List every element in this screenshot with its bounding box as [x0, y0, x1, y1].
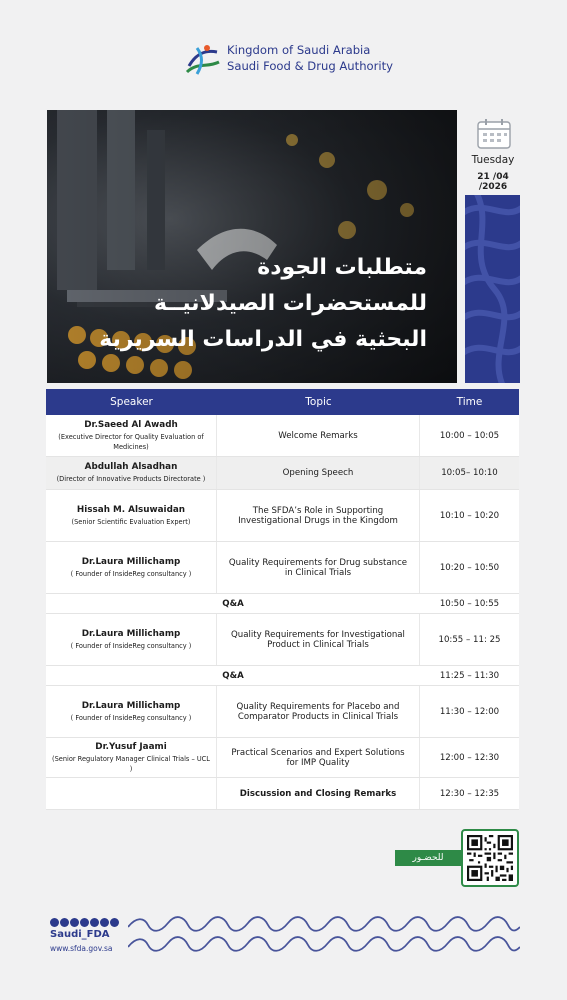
header-speaker: Speaker [110, 396, 153, 408]
qa-label: Q&A [222, 670, 244, 681]
topic: Quality Requirements for Placebo and Comparator Products in Clinical Trials [217, 686, 420, 737]
facebook-icon[interactable] [100, 918, 109, 927]
table-row [46, 490, 519, 542]
topic: Discussion and Closing Remarks [217, 778, 420, 809]
speaker-name: Dr.Saeed Al Awadh [84, 419, 178, 430]
speaker-role: (Director of Innovative Products Directorate ) [56, 475, 206, 483]
topic: Opening Speech [217, 457, 420, 489]
speaker-name: Dr.Laura Millichamp [81, 628, 181, 639]
topic: Quality Requirements for Drug substance in Clinical Trials [217, 542, 420, 593]
qr-code[interactable] [461, 829, 519, 887]
topic: Quality Requirements for Investigational Product in Clinical Trials [217, 614, 420, 665]
speaker-name: Hissah M. Alsuwaidan [76, 504, 186, 515]
org-name-line2: Saudi Food & Drug Authority [227, 59, 394, 73]
topic: The SFDA’s Role in Supporting Investigational Drugs in the Kingdom [217, 490, 420, 541]
speaker-name: Dr.Yusuf Jaami [95, 741, 167, 752]
speaker-name: Dr.Laura Millichamp [81, 700, 181, 711]
table-row [46, 778, 519, 810]
speaker-role: (Senior Scientific Evaluation Expert) [71, 517, 191, 526]
table-header [46, 389, 519, 415]
speaker-name: Abdullah Alsadhan [84, 462, 178, 472]
time: 10:00 – 10:05 [439, 430, 500, 441]
table-row [46, 415, 519, 457]
time: 10:20 – 10:50 [439, 562, 500, 573]
x-icon[interactable] [50, 918, 59, 927]
topic: Practical Scenarios and Expert Solutions for IMP Quality [217, 738, 420, 777]
snapchat-icon[interactable] [90, 918, 99, 927]
time: 10:10 – 10:20 [439, 510, 500, 521]
agenda-table [46, 389, 519, 810]
qa-time: 10:50 – 10:55 [439, 598, 500, 609]
linkedin-icon[interactable] [60, 918, 69, 927]
speaker-role: (Senior Regulatory Manager Clinical Trials – UCL ) [52, 754, 210, 773]
footer-pattern [128, 915, 520, 955]
social-icons [50, 918, 119, 927]
hero-title-line3: البحثية في الدراسات السريرية [99, 327, 427, 352]
sfda-logo [183, 42, 393, 76]
time: 10:05– 10:10 [441, 468, 498, 478]
hero-image [47, 110, 457, 383]
time: 11:30 – 12:00 [439, 706, 500, 717]
org-name-line1: Kingdom of Saudi Arabia [227, 43, 371, 57]
qa-row [46, 666, 519, 686]
qa-time: 11:25 – 11:30 [439, 670, 500, 681]
time: 12:30 – 12:35 [439, 788, 500, 799]
qr-code-icon [467, 835, 513, 881]
youtube-icon[interactable] [70, 918, 79, 927]
qa-row [46, 594, 519, 614]
calendar-icon [476, 118, 512, 150]
speaker-role: ( Founder of InsideReg consultancy ) [70, 569, 192, 578]
sfda-emblem-icon [183, 42, 223, 76]
topic: Welcome Remarks [217, 415, 420, 456]
header-time: Time [456, 396, 483, 408]
time: 10:55 – 11: 25 [438, 634, 501, 645]
speaker-role: ( Founder of InsideReg consultancy ) [70, 713, 192, 722]
speaker-role: (Executive Director for Quality Evaluation of Medicines) [58, 432, 204, 451]
instagram-icon[interactable] [80, 918, 89, 927]
tiktok-icon[interactable] [110, 918, 119, 927]
qa-label: Q&A [222, 598, 244, 609]
decorative-pattern [465, 195, 520, 383]
table-row [46, 542, 519, 594]
hero-title [67, 250, 427, 358]
speaker-role: ( Founder of InsideReg consultancy ) [70, 641, 192, 650]
speaker-name: Dr.Laura Millichamp [81, 556, 181, 567]
time: 12:00 – 12:30 [439, 752, 500, 763]
table-row [46, 614, 519, 666]
table-row [46, 457, 519, 490]
header-topic: Topic [305, 396, 332, 408]
table-row [46, 686, 519, 738]
register-label: للحضـور [395, 850, 461, 866]
event-date: 21 /04 /2026 [477, 172, 509, 192]
table-row [46, 738, 519, 778]
hero-title-line1: متطلبات الجودة [257, 255, 427, 280]
website-link[interactable]: www.sfda.gov.sa [50, 944, 113, 953]
hero-title-line2: للمستحضرات الصيدلانيــة [153, 291, 427, 316]
event-day: Tuesday [471, 154, 515, 166]
social-handle: Saudi_FDA [50, 929, 110, 940]
